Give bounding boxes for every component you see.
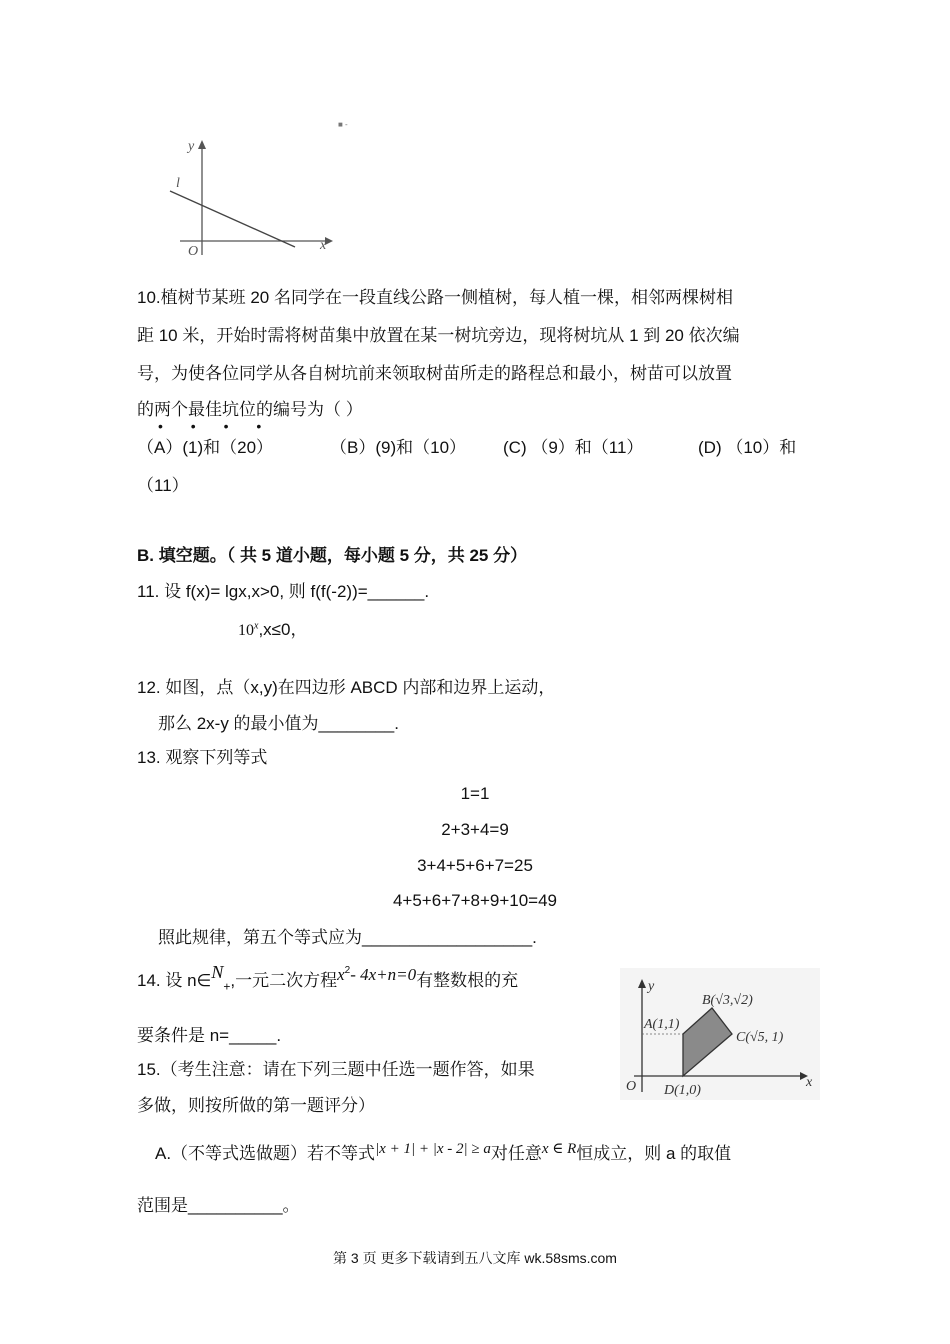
graph2-origin: O bbox=[626, 1079, 637, 1094]
q14-line1 bbox=[137, 962, 519, 994]
q10-line3: 号，为使各位同学从各自树坑前来领取树苗所走的路程总和最小，树苗可以放置 bbox=[137, 364, 732, 383]
q14-eq-rest: - 4x+n=0 bbox=[350, 965, 417, 984]
q10-option-b: （B）(9)和（10） bbox=[330, 438, 467, 457]
q13-line1: 13. 观察下列等式 bbox=[137, 748, 268, 767]
q14-line2: 要条件是 n=_____. bbox=[137, 1026, 282, 1045]
q10-option-d-cont: （11） bbox=[137, 476, 189, 495]
q13-line2: 照此规律，第五个等式应为__________________. bbox=[158, 928, 537, 947]
graph2-x-label: x bbox=[806, 1075, 813, 1090]
q14-eq-x: x bbox=[337, 965, 345, 984]
q14-suffix: 有整数根的充 bbox=[416, 971, 519, 990]
q15-a-inequality: |x + 1| + |x - 2| ≥ a bbox=[375, 1141, 491, 1157]
q10-option-a: （A）(1)和（20） bbox=[137, 438, 274, 457]
q10-option-c: (C) （9）和（11） bbox=[503, 438, 644, 457]
page-footer: 第 3 页 更多下载请到五八文库 wk.58sms.com bbox=[333, 1250, 617, 1266]
section-b-title: B. 填空题。（ 共 5 道小题，每小题 5 分，共 25 分） bbox=[137, 546, 528, 565]
graph1-y-label: y bbox=[188, 139, 195, 154]
label-b: B(√3,√2) bbox=[702, 993, 753, 1008]
q11-tail: ,x≤0， bbox=[258, 620, 308, 639]
q15-a-mid: 对任意 bbox=[490, 1144, 542, 1163]
line-graph-figure bbox=[160, 115, 360, 265]
label-a: A(1,1) bbox=[644, 1017, 680, 1032]
q13-equation-4: 4+5+6+7+8+9+10=49 bbox=[392, 891, 558, 910]
graph1-x-label: x bbox=[320, 238, 327, 253]
q11-exp: x bbox=[254, 620, 259, 632]
q14-set-n: N bbox=[211, 962, 224, 982]
q11-line2 bbox=[238, 620, 307, 640]
graph2-y-label: y bbox=[648, 979, 655, 994]
line-l bbox=[170, 191, 295, 247]
q15-a-condition: x ∈ R bbox=[541, 1141, 577, 1157]
q12-line1: 12. 如图，点（x,y)在四边形 ABCD 内部和边界上运动， bbox=[137, 678, 556, 697]
quadrilateral-graph-figure bbox=[620, 968, 820, 1100]
q15-a-suffix: 恒成立，则 a 的取值 bbox=[576, 1144, 732, 1163]
q15-line1: 15.（考生注意：请在下列三题中任选一题作答，如果 bbox=[137, 1060, 535, 1079]
q12-line2: 那么 2x-y 的最小值为________. bbox=[158, 714, 399, 733]
q10-line2: 距 10 米，开始时需将树苗集中放置在某一树坑旁边，现将树坑从 1 到 20 依次编 bbox=[137, 326, 740, 345]
graph1-origin: O bbox=[188, 244, 199, 259]
y-axis-arrow bbox=[198, 140, 206, 149]
q14-mid: ,一元二次方程 bbox=[230, 971, 338, 990]
q10-line4: 的两个最佳坑位的编号为（ ） bbox=[137, 400, 363, 419]
graph1-mark: ■ - bbox=[338, 120, 348, 129]
q15-line2: 多做，则按所做的第一题评分） bbox=[137, 1096, 375, 1115]
q15-a-prefix: A.（不等式选做题）若不等式 bbox=[155, 1144, 376, 1163]
q13-equation-2: 2+3+4=9 bbox=[441, 820, 509, 839]
label-d: D(1,0) bbox=[664, 1083, 701, 1098]
q10-line1: 10.植树节某班 20 名同学在一段直线公路一侧植树，每人植一棵，相邻两棵树相 bbox=[137, 288, 733, 307]
q10-option-d: (D) （10）和 bbox=[698, 438, 797, 457]
q14-set-sub: + bbox=[223, 979, 231, 994]
q10-emphasis-dots: • • • • bbox=[158, 418, 274, 434]
q14-prefix: 14. 设 n∈ bbox=[137, 971, 212, 990]
q15-a-line2: 范围是__________。 bbox=[137, 1196, 300, 1215]
q11-base: 10 bbox=[238, 622, 254, 639]
q11-line1: 11. 设 f(x)= lgx,x>0, 则 f(f(-2))=______. bbox=[137, 582, 430, 601]
q13-equation-1: 1=1 bbox=[460, 784, 490, 803]
label-c: C(√5, 1) bbox=[736, 1030, 784, 1045]
graph1-line-label: l bbox=[176, 176, 180, 191]
q14-eq-sq: 2 bbox=[344, 965, 351, 977]
q13-equation-3: 3+4+5+6+7=25 bbox=[417, 856, 533, 875]
q15-a-line1 bbox=[155, 1141, 732, 1164]
